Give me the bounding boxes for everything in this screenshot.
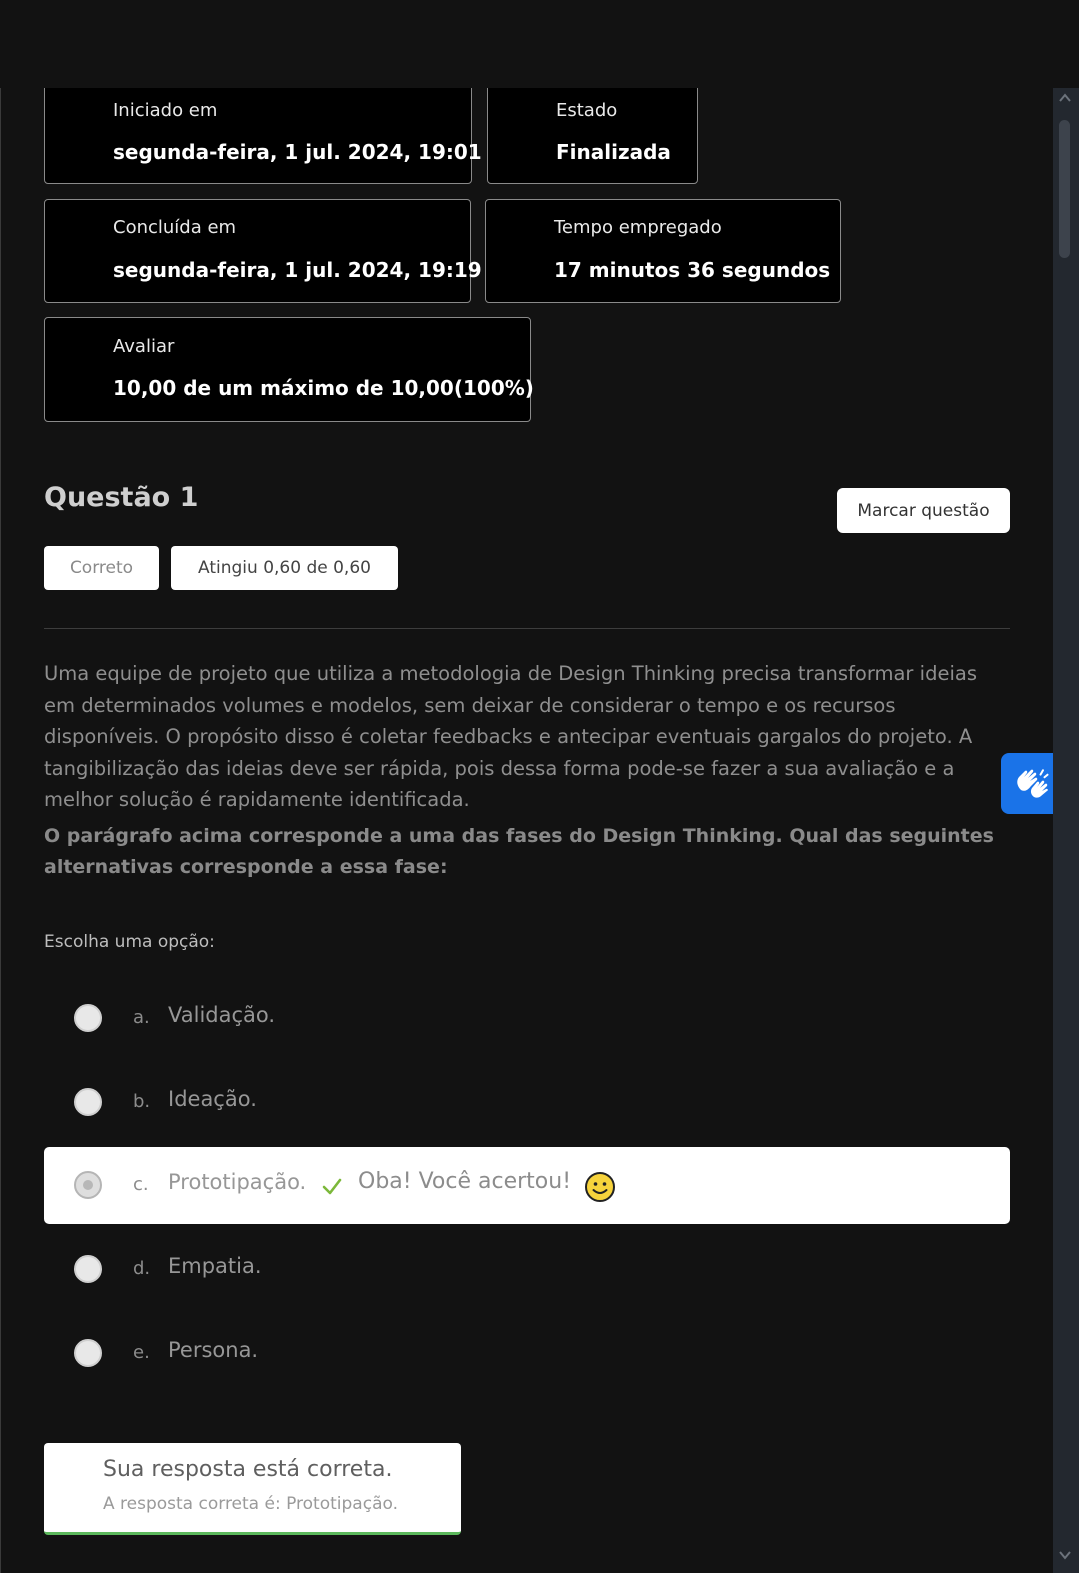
flag-question-button[interactable]: Marcar questão [837, 488, 1010, 533]
option-e[interactable] [44, 1315, 1010, 1392]
grade-value: 10,00 de um máximo de 10,00(100%) [113, 376, 534, 400]
time-label: Tempo empregado [554, 217, 722, 238]
option-d[interactable] [44, 1231, 1010, 1308]
started-label: Iniciado em [113, 100, 218, 121]
state-label: Estado [556, 100, 618, 121]
option-text: Validação. [168, 1003, 276, 1027]
option-text: Persona. [168, 1338, 259, 1362]
option-letter: c. [133, 1174, 149, 1195]
scroll-down-icon[interactable] [1058, 1549, 1072, 1561]
question-prompt-bold: O parágrafo acima corresponde a uma das fases do Design Thinking. Qual das seguintes alternativas corresponde a essa fase: [44, 825, 994, 878]
option-c-radio[interactable] [74, 1171, 102, 1199]
option-a-radio[interactable] [74, 1004, 102, 1032]
completed-label: Concluída em [113, 217, 237, 238]
option-e-radio[interactable] [74, 1339, 102, 1367]
option-d-radio[interactable] [74, 1255, 102, 1283]
option-letter: a. [133, 1007, 150, 1028]
divider [44, 628, 1010, 629]
score-badge: Atingiu 0,60 de 0,60 [171, 546, 398, 590]
sign-language-hands-icon [1001, 753, 1061, 814]
option-b[interactable] [44, 1064, 1010, 1141]
state-card [487, 78, 698, 184]
completed-value: segunda-feira, 1 jul. 2024, 19:19 [113, 258, 482, 282]
option-letter: b. [133, 1091, 151, 1112]
option-text: Ideação. [168, 1087, 257, 1111]
question-title: Questão 1 [44, 482, 199, 513]
scrollbar-thumb[interactable] [1059, 120, 1070, 258]
option-text: Empatia. [168, 1254, 262, 1278]
started-card [44, 78, 482, 184]
state-value: Finalizada [556, 140, 671, 164]
result-feedback-box [44, 1443, 461, 1535]
time-value: 17 minutos 36 segundos [554, 258, 831, 282]
check-icon [321, 1175, 343, 1197]
grade-label: Avaliar [113, 336, 175, 357]
status-badge: Correto [44, 546, 159, 590]
time-card [485, 199, 841, 303]
scroll-up-icon[interactable] [1058, 92, 1072, 104]
result-heading: Sua resposta está correta. [103, 1457, 393, 1482]
smiley-icon [584, 1171, 616, 1203]
option-feedback: Oba! Você acertou! [358, 1169, 572, 1194]
option-letter: e. [133, 1342, 150, 1363]
started-value: segunda-feira, 1 jul. 2024, 19:01 [113, 140, 482, 164]
option-text: Prototipação. [168, 1170, 307, 1194]
question-text: Uma equipe de projeto que utiliza a metodologia de Design Thinking precisa transformar ideias em determinados volumes e modelos, sem deixar de considerar o tempo e os recursos disponíveis. O propósito disso é coletar feedbacks e antecipar eventuais gargalos do projeto. A tangibilização das ideias deve ser rápida, pois dessa forma pode-se fazer a sua avaliação e a melhor solução é rapidamente identificada. [44, 662, 977, 811]
option-a[interactable] [44, 980, 1010, 1057]
option-b-radio[interactable] [74, 1088, 102, 1116]
completed-card [44, 199, 482, 303]
option-letter: d. [133, 1258, 151, 1279]
option-c-selected[interactable] [44, 1147, 1010, 1224]
correct-answer-text: A resposta correta é: Prototipação. [103, 1494, 398, 1514]
top-bar [0, 0, 1053, 88]
scrollbar[interactable] [1053, 88, 1079, 1573]
choose-option-label: Escolha uma opção: [44, 932, 215, 952]
grade-card [44, 317, 534, 422]
accessibility-button[interactable] [1001, 753, 1061, 814]
